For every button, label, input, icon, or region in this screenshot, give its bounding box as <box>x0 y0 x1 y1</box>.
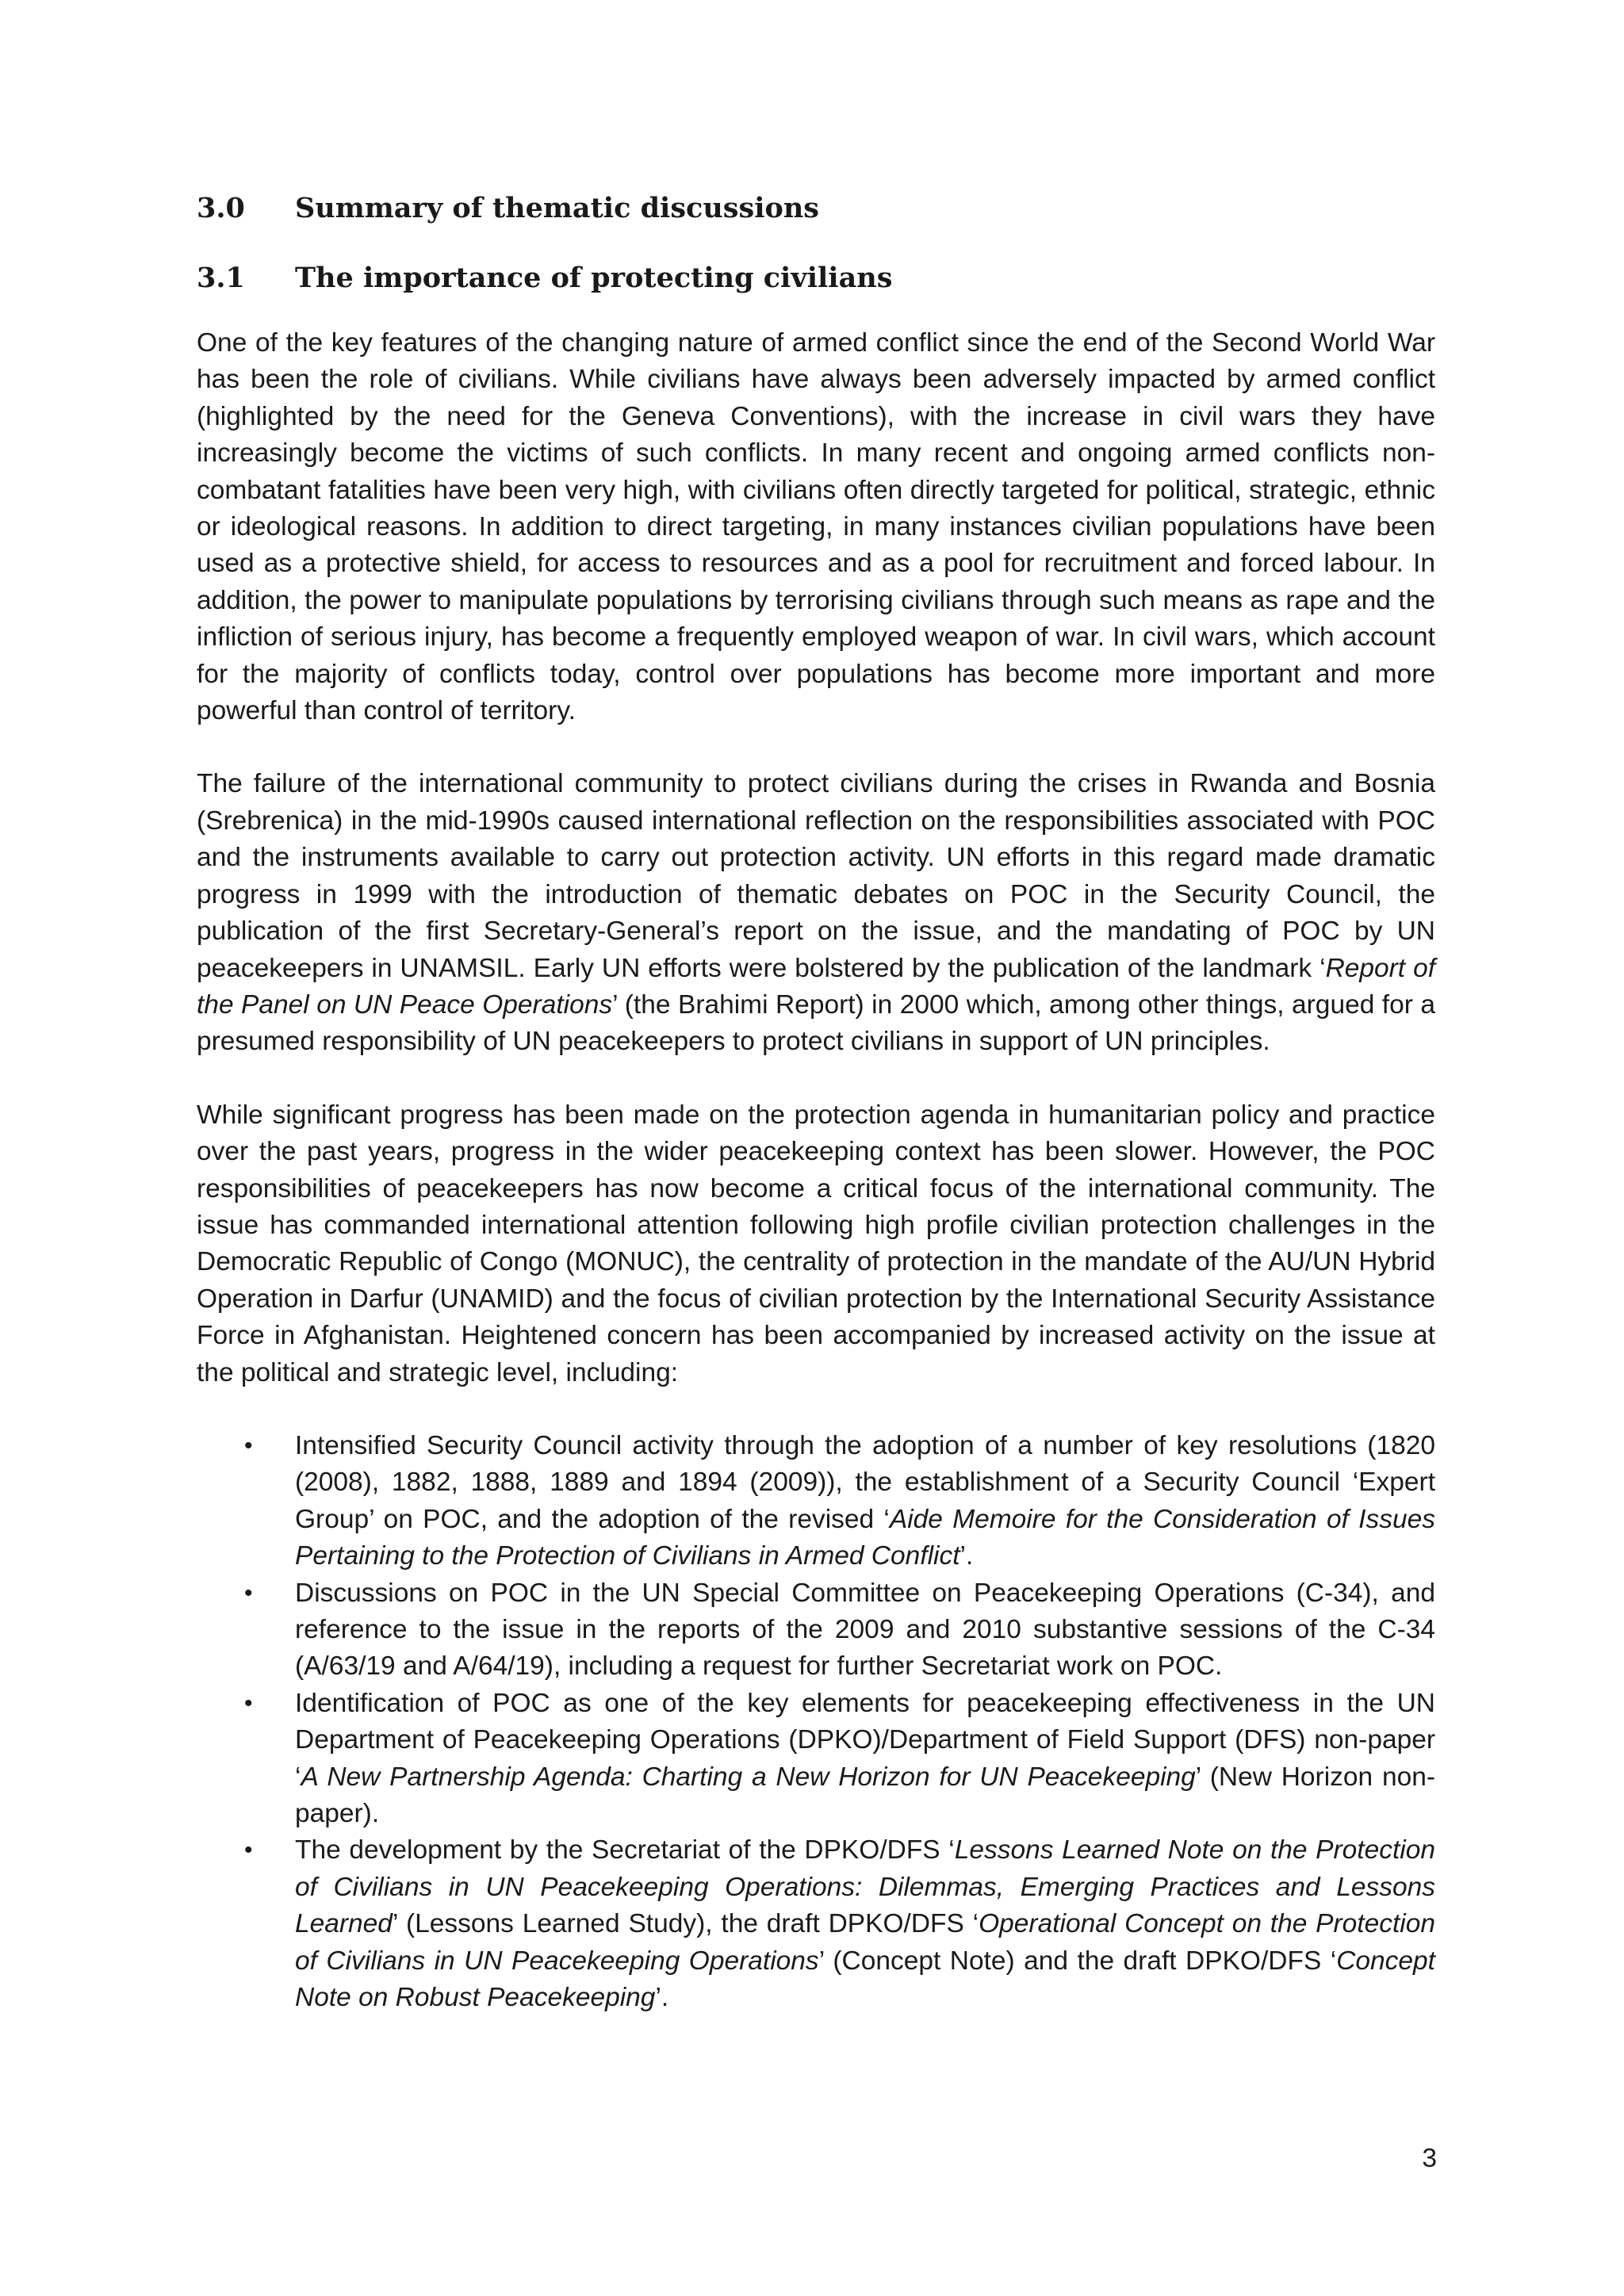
section-heading-3-0 <box>197 190 1435 227</box>
bullet-icon: • <box>244 1837 253 1864</box>
document-title: Operational Concept on the Protection of Civilians in UN Peacekeeping Operations <box>295 1909 1435 1976</box>
list-item-text: Intensified Security Council activity through the adoption of a number of key resolutions (1820 (2008), 1882, 1888, 1889 and 1894 (2009)), the establishment of a Security Council ‘Expert Group’ on POC, and the adoption of the revised ‘ <box>295 1430 1435 1534</box>
list-item <box>197 1575 1435 1686</box>
list-item-text: ’ (Concept Note) and the draft DPKO/DFS ‘ <box>818 1946 1337 1976</box>
list-item-text: ’ (Lessons Learned Study), the draft DPKO/DFS ‘ <box>392 1909 979 1939</box>
list-item-text: ’ (New Horizon non-paper). <box>295 1762 1435 1829</box>
paragraph-progress: While significant progress has been made on the protection agenda in humanitarian policy and practice over the past years, progress in the wider peacekeeping context has been slower. However, the POC responsibilities of peacekeepers has now become a critical focus of the international community. The issue has commanded international attention following high profile civilian protection challenges in the Democratic Republic of Congo (MONUC), the centrality of protection in the mandate of the AU/UN Hybrid Operation in Darfur (UNAMID) and the focus of civilian protection by the International Security Assistance Force in Afghanistan. Heightened concern has been accompanied by increased activity on the issue at the political and strategic level, including: <box>197 1100 1435 1387</box>
list-item <box>197 1428 1435 1575</box>
page-number: 3 <box>1422 2144 1437 2173</box>
paragraph-text: ’ (the Brahimi Report) in 2000 which, among other things, argued for a presumed responsibility of UN peacekeepers to protect civilians in support of UN principles. <box>197 989 1435 1057</box>
document-title: A New Partnership Agenda: Charting a New Horizon for UN Peacekeeping <box>301 1762 1196 1792</box>
document-title: Concept Note on Robust Peacekeeping <box>295 1946 1435 2013</box>
document-title: Lessons Learned Note on the Protection of Civilians in UN Peacekeeping Operations: Dilemmas, Emerging Practices and Lessons Learned <box>295 1835 1435 1939</box>
section-title: The importance of protecting civilians <box>295 262 893 294</box>
list-item-text: The development by the Secretariat of the DPKO/DFS ‘ <box>295 1835 955 1866</box>
section-heading-3-1 <box>197 260 1435 297</box>
bullet-icon: • <box>244 1432 253 1459</box>
document-page <box>197 190 1435 2016</box>
paragraph-role-of-civilians: One of the key features of the changing nature of armed conflict since the end of the Second World War has been the role of civilians. While civilians have always been adversely impacted by armed conflict (highlighted by the need for the Geneva Conventions), with the increase in civil wars they have increasingly become the victims of such conflicts. In many recent and ongoing armed conflicts non-combatant fatalities have been very high, with civilians often directly targeted for political, strategic, ethnic or ideological reasons. In addition to direct targeting, in many instances civilian populations have been used as a protective shield, for access to resources and as a pool for recruitment and forced labour. In addition, the power to manipulate populations by terrorising civilians through such means as rape and the infliction of serious injury, has become a frequently employed weapon of war. In civil wars, which account for the majority of conflicts today, control over populations has become more important and more powerful than control of territory. <box>197 328 1435 726</box>
section-title: Summary of thematic discussions <box>295 192 820 224</box>
paragraph-failure-to-protect <box>197 766 1435 1060</box>
list-item-text: Identification of POC as one of the key elements for peacekeeping effectiveness in the UN Department of Peacekeeping Operations (DPKO)/Department of Field Support (DFS) non-paper ‘ <box>295 1688 1435 1792</box>
list-item <box>197 1686 1435 1833</box>
activity-list <box>197 1428 1435 2017</box>
bullet-icon: • <box>244 1689 253 1716</box>
paragraph-text: The failure of the international community to protect civilians during the crises in Rwanda and Bosnia (Srebrenica) in the mid-1990s caused international reflection on the responsibilities associated with POC and the instruments available to carry out protection activity. UN efforts in this regard made dramatic progress in 1999 with the introduction of thematic debates on POC in the Security Council, the publication of the first Secretary-General’s report on the issue, and the mandating of POC by UN peacekeepers in UNAMSIL. Early UN efforts were bolstered by the publication of the landmark ‘ <box>197 769 1435 983</box>
list-item <box>197 1832 1435 2016</box>
document-title: Aide Memoire for the Consideration of Issues Pertaining to the Protection of Civilians in Armed Conflict <box>295 1504 1435 1571</box>
list-item-text: ’. <box>959 1541 974 1571</box>
section-number: 3.1 <box>197 262 245 294</box>
report-title: Report of the Panel on UN Peace Operations <box>197 953 1436 1020</box>
list-item-text: Discussions on POC in the UN Special Committee on Peacekeeping Operations (C-34), and reference to the issue in the reports of the 2009 and 2010 substantive sessions of the C-34 (A/63/19 and A/64/19), including a request for further Secretariat work on POC. <box>295 1578 1435 1682</box>
section-number: 3.0 <box>197 192 245 224</box>
bullet-icon: • <box>244 1579 253 1606</box>
list-item-text: ’. <box>655 1983 669 2013</box>
